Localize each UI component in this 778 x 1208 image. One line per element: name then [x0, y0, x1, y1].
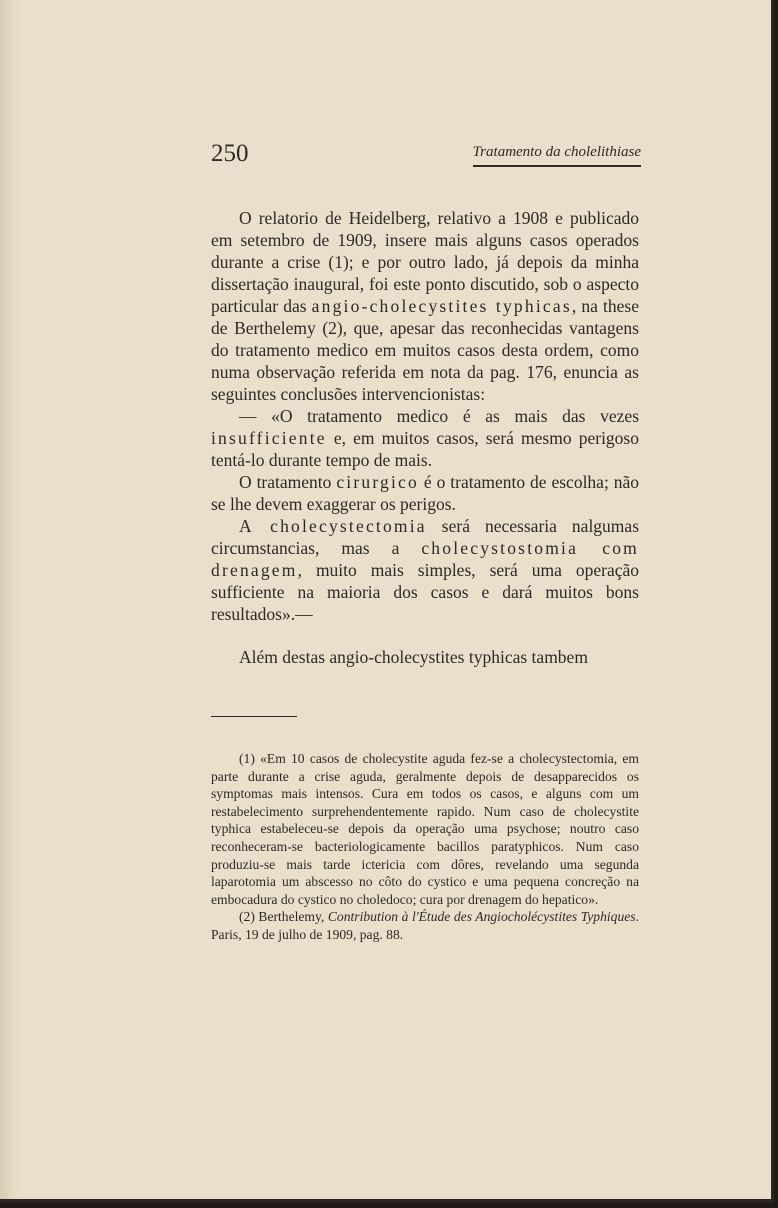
text-run: O tratamento	[239, 472, 337, 492]
text-run: e, em muitos casos, será mesmo perigoso tentá-lo durante tempo de mais.	[211, 428, 639, 470]
spaced-emphasis: insufficiente	[211, 428, 327, 448]
page-header	[211, 140, 641, 170]
cited-title: Contribution à l'Étude des Angiocholécystites Typhiques	[327, 909, 636, 925]
text-run: é o tratamento de escolha; não se lhe devem exaggerar os perigos.	[211, 472, 640, 514]
text-run: (2) Berthelemy,	[239, 909, 328, 925]
spaced-emphasis: A cholecystectomia	[239, 516, 427, 536]
text-run: , na these de Berthelemy (2), que, apesar das reconhecidas vantagens do tratamento medico em muitos casos desta ordem, como numa observação referida em nota da pag. 176, enuncia as seguintes conclusões intervencionistas:	[211, 296, 639, 404]
footnote-rule	[211, 716, 297, 717]
spaced-emphasis: cholecystostomia com drenagem	[211, 538, 639, 580]
text-run: O relatorio de Heidelberg, relativo a 1908 e publicado em setembro de 1909, insere mais alguns casos operados durante a crise (1); e por outro lado, já depois da minha dissertação inaugural, foi este ponto discutido, sob o aspecto particular das	[211, 208, 639, 316]
paragraph	[211, 405, 639, 471]
page-number: 250	[211, 140, 249, 167]
text-run: — «O tratamento medico é as mais das vezes	[239, 406, 639, 426]
running-title: Tratamento da cholelithiase	[473, 144, 641, 167]
paragraph	[211, 515, 639, 625]
footnote-2	[211, 908, 639, 943]
text-run: será necessaria nalgumas circumstancias, mas a	[211, 516, 640, 558]
paragraph: Além destas angio-cholecystites typhicas tambem	[239, 647, 588, 667]
main-text	[211, 207, 639, 668]
paragraph	[211, 471, 639, 515]
text-run: . Paris, 19 de julho de 1909, pag. 88.	[211, 909, 640, 942]
spaced-emphasis: cirurgico	[336, 472, 419, 492]
text-run: , muito mais simples, será uma operação sufficiente na maioria dos casos e dará muitos bons resultados».—	[211, 560, 639, 624]
footnotes	[211, 750, 639, 944]
footnote-1: (1) «Em 10 casos de cholecystite aguda fez-se a cholecystectomia, em parte durante a crise aguda, geralmente depois de desapparecidos os symptomas mais intensos. Cura em todos os casos, e alguns com um restabelecimento surprehendentemente rapido. Num caso de cholecystite typhica estabeleceu-se depois da operação uma psychose; noutro caso reconheceram-se bacteriologicamente bacillos paratyphicos. Num caso produziu-se mais tarde ictericia com dôres, revelando uma segunda laparotomia um abscesso no côto do cystico e uma pequena concreção na embocadura do cystico no choledoco; cura por drenagem do hepatico».	[211, 751, 639, 907]
spaced-emphasis: angio-cholecystites typhicas	[311, 296, 572, 316]
paragraph	[211, 207, 639, 405]
